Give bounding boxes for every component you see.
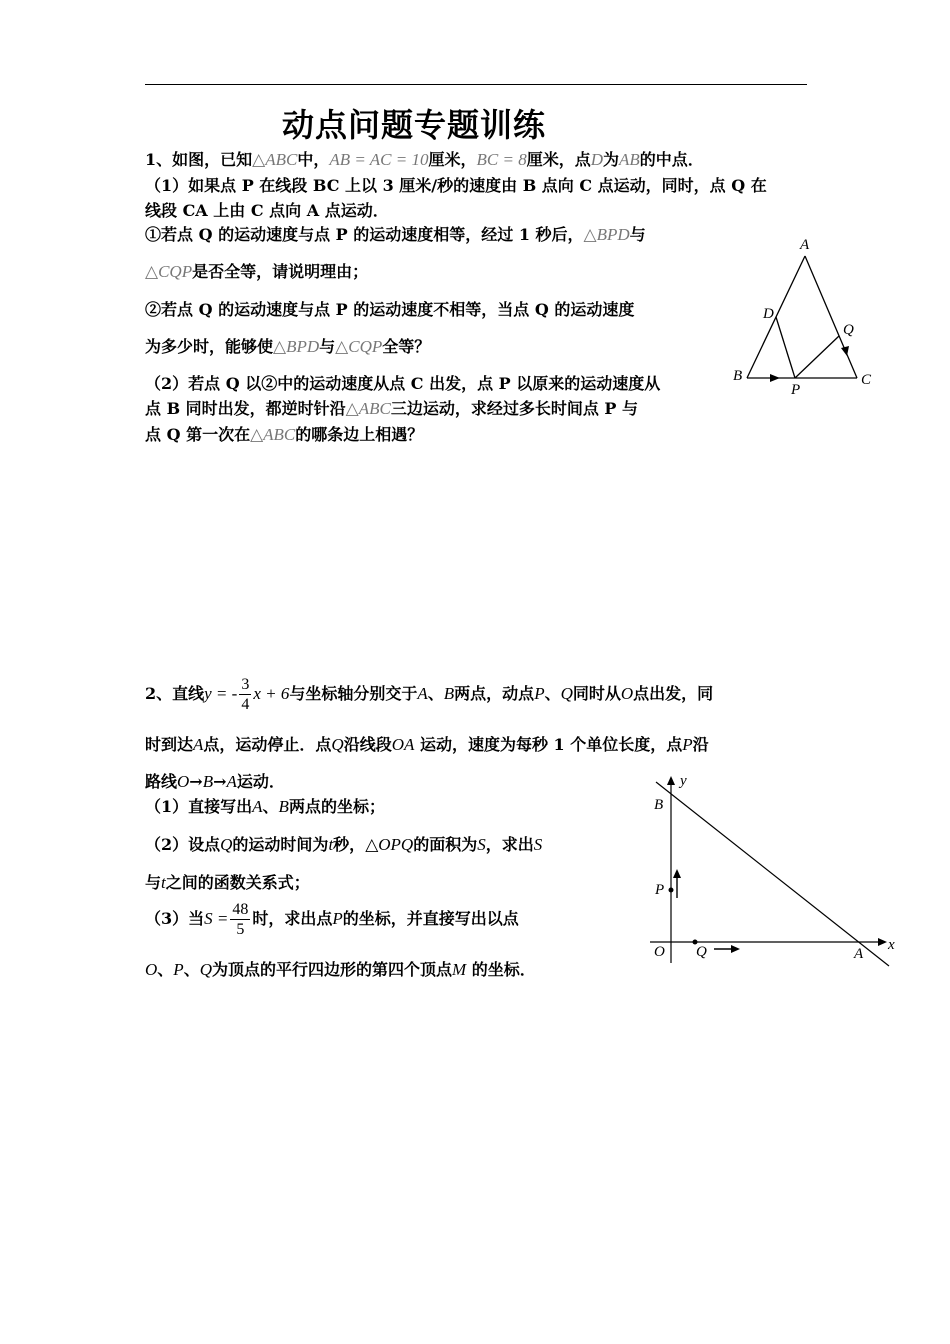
q1-line-6: ②若点 Q 的运动速度与点 P 的运动速度不相等，当点 Q 的运动速度 — [145, 300, 635, 319]
arrow-p-up-icon — [673, 869, 681, 878]
label-a: A — [854, 946, 864, 962]
fraction-3-4: $\frac{3}{4}$ — [241, 676, 250, 713]
q1-line-7: 为多少时，能够使△BPD与△CQP全等？ — [145, 337, 431, 356]
line-ab — [656, 782, 889, 966]
q2-line-2: 时到达A点，运动停止．点Q沿线段OA 运动，速度为每秒 1 个单位长度，点P沿 — [145, 735, 709, 754]
arrow-q-icon — [841, 346, 849, 356]
label-c: C — [861, 372, 872, 388]
label-d: D — [763, 306, 774, 322]
x-axis-arrow-icon — [878, 938, 887, 946]
q2-line-3: 路线O→B→A运动． — [145, 772, 285, 791]
label-q: Q — [696, 944, 707, 960]
arrow-q-right-icon — [731, 945, 740, 953]
q2-line-6: 与t之间的函数关系式； — [145, 873, 310, 892]
q1-line-9: 点 B 同时出发，都逆时针沿△ABC三边运动，求经过多长时间点 P 与 — [145, 399, 639, 418]
triangle-figure — [725, 230, 885, 400]
arrow-p-icon — [770, 374, 780, 382]
header-rule — [145, 84, 807, 85]
q1-line-4: ①若点 Q 的运动速度与点 P 的运动速度相等，经过 1 秒后，△BPD与 — [145, 225, 646, 244]
q1-line-5: △CQP是否全等，请说明理由； — [145, 262, 369, 281]
label-p: P — [655, 882, 665, 898]
side-ac — [805, 256, 857, 378]
q2-line-7: （3）当S = $\frac{48}{5}$ 时，求出点P的坐标，并直接写出以点 — [145, 901, 519, 938]
label-o: O — [654, 944, 665, 960]
label-b: B — [733, 368, 743, 384]
label-x: x — [888, 937, 895, 953]
q1-line-2: （1）如果点 P 在线段 BC 上以 3 厘米/秒的速度由 B 点向 C 点运动，同时，点 Q 在 — [145, 176, 767, 195]
q1-line-3: 线段 CA 上由 C 点向 A 点运动． — [145, 201, 389, 220]
q2-line-1: 2、直线y = - $\frac{3}{4}$ x + 6与坐标轴分别交于A、B两点，动点P、Q同时从O点出发，同 — [145, 676, 714, 713]
q2-line-5: （2）设点Q的运动时间为t秒，△OPQ的面积为S，求出S — [145, 835, 543, 854]
q1-line-10: 点 Q 第一次在△ABC的哪条边上相遇？ — [145, 425, 424, 444]
coordinate-figure — [640, 768, 900, 976]
label-a: A — [800, 237, 810, 253]
y-axis-arrow-icon — [667, 776, 675, 785]
label-p: P — [791, 382, 801, 398]
q1-line-8: （2）若点 Q 以②中的运动速度从点 C 出发，点 P 以原来的运动速度从 — [145, 374, 661, 393]
fraction-48-5: $\frac{48}{5}$ — [232, 901, 249, 938]
q2-line-4: （1）直接写出A、B两点的坐标； — [145, 797, 385, 816]
label-b: B — [654, 797, 664, 813]
label-q: Q — [843, 322, 854, 338]
q1-line-1: 1、如图，已知△ABC中，AB = AC = 10厘米，BC = 8厘米，点D为AB的中点． — [145, 150, 704, 169]
segment-pq — [795, 336, 839, 378]
point-p — [669, 888, 674, 893]
page-title: 动点问题专题训练 — [282, 106, 547, 144]
q2-line-8: O、P、Q为顶点的平行四边形的第四个顶点M 的坐标． — [145, 960, 536, 979]
label-y: y — [680, 773, 687, 789]
segment-dp — [776, 317, 795, 378]
